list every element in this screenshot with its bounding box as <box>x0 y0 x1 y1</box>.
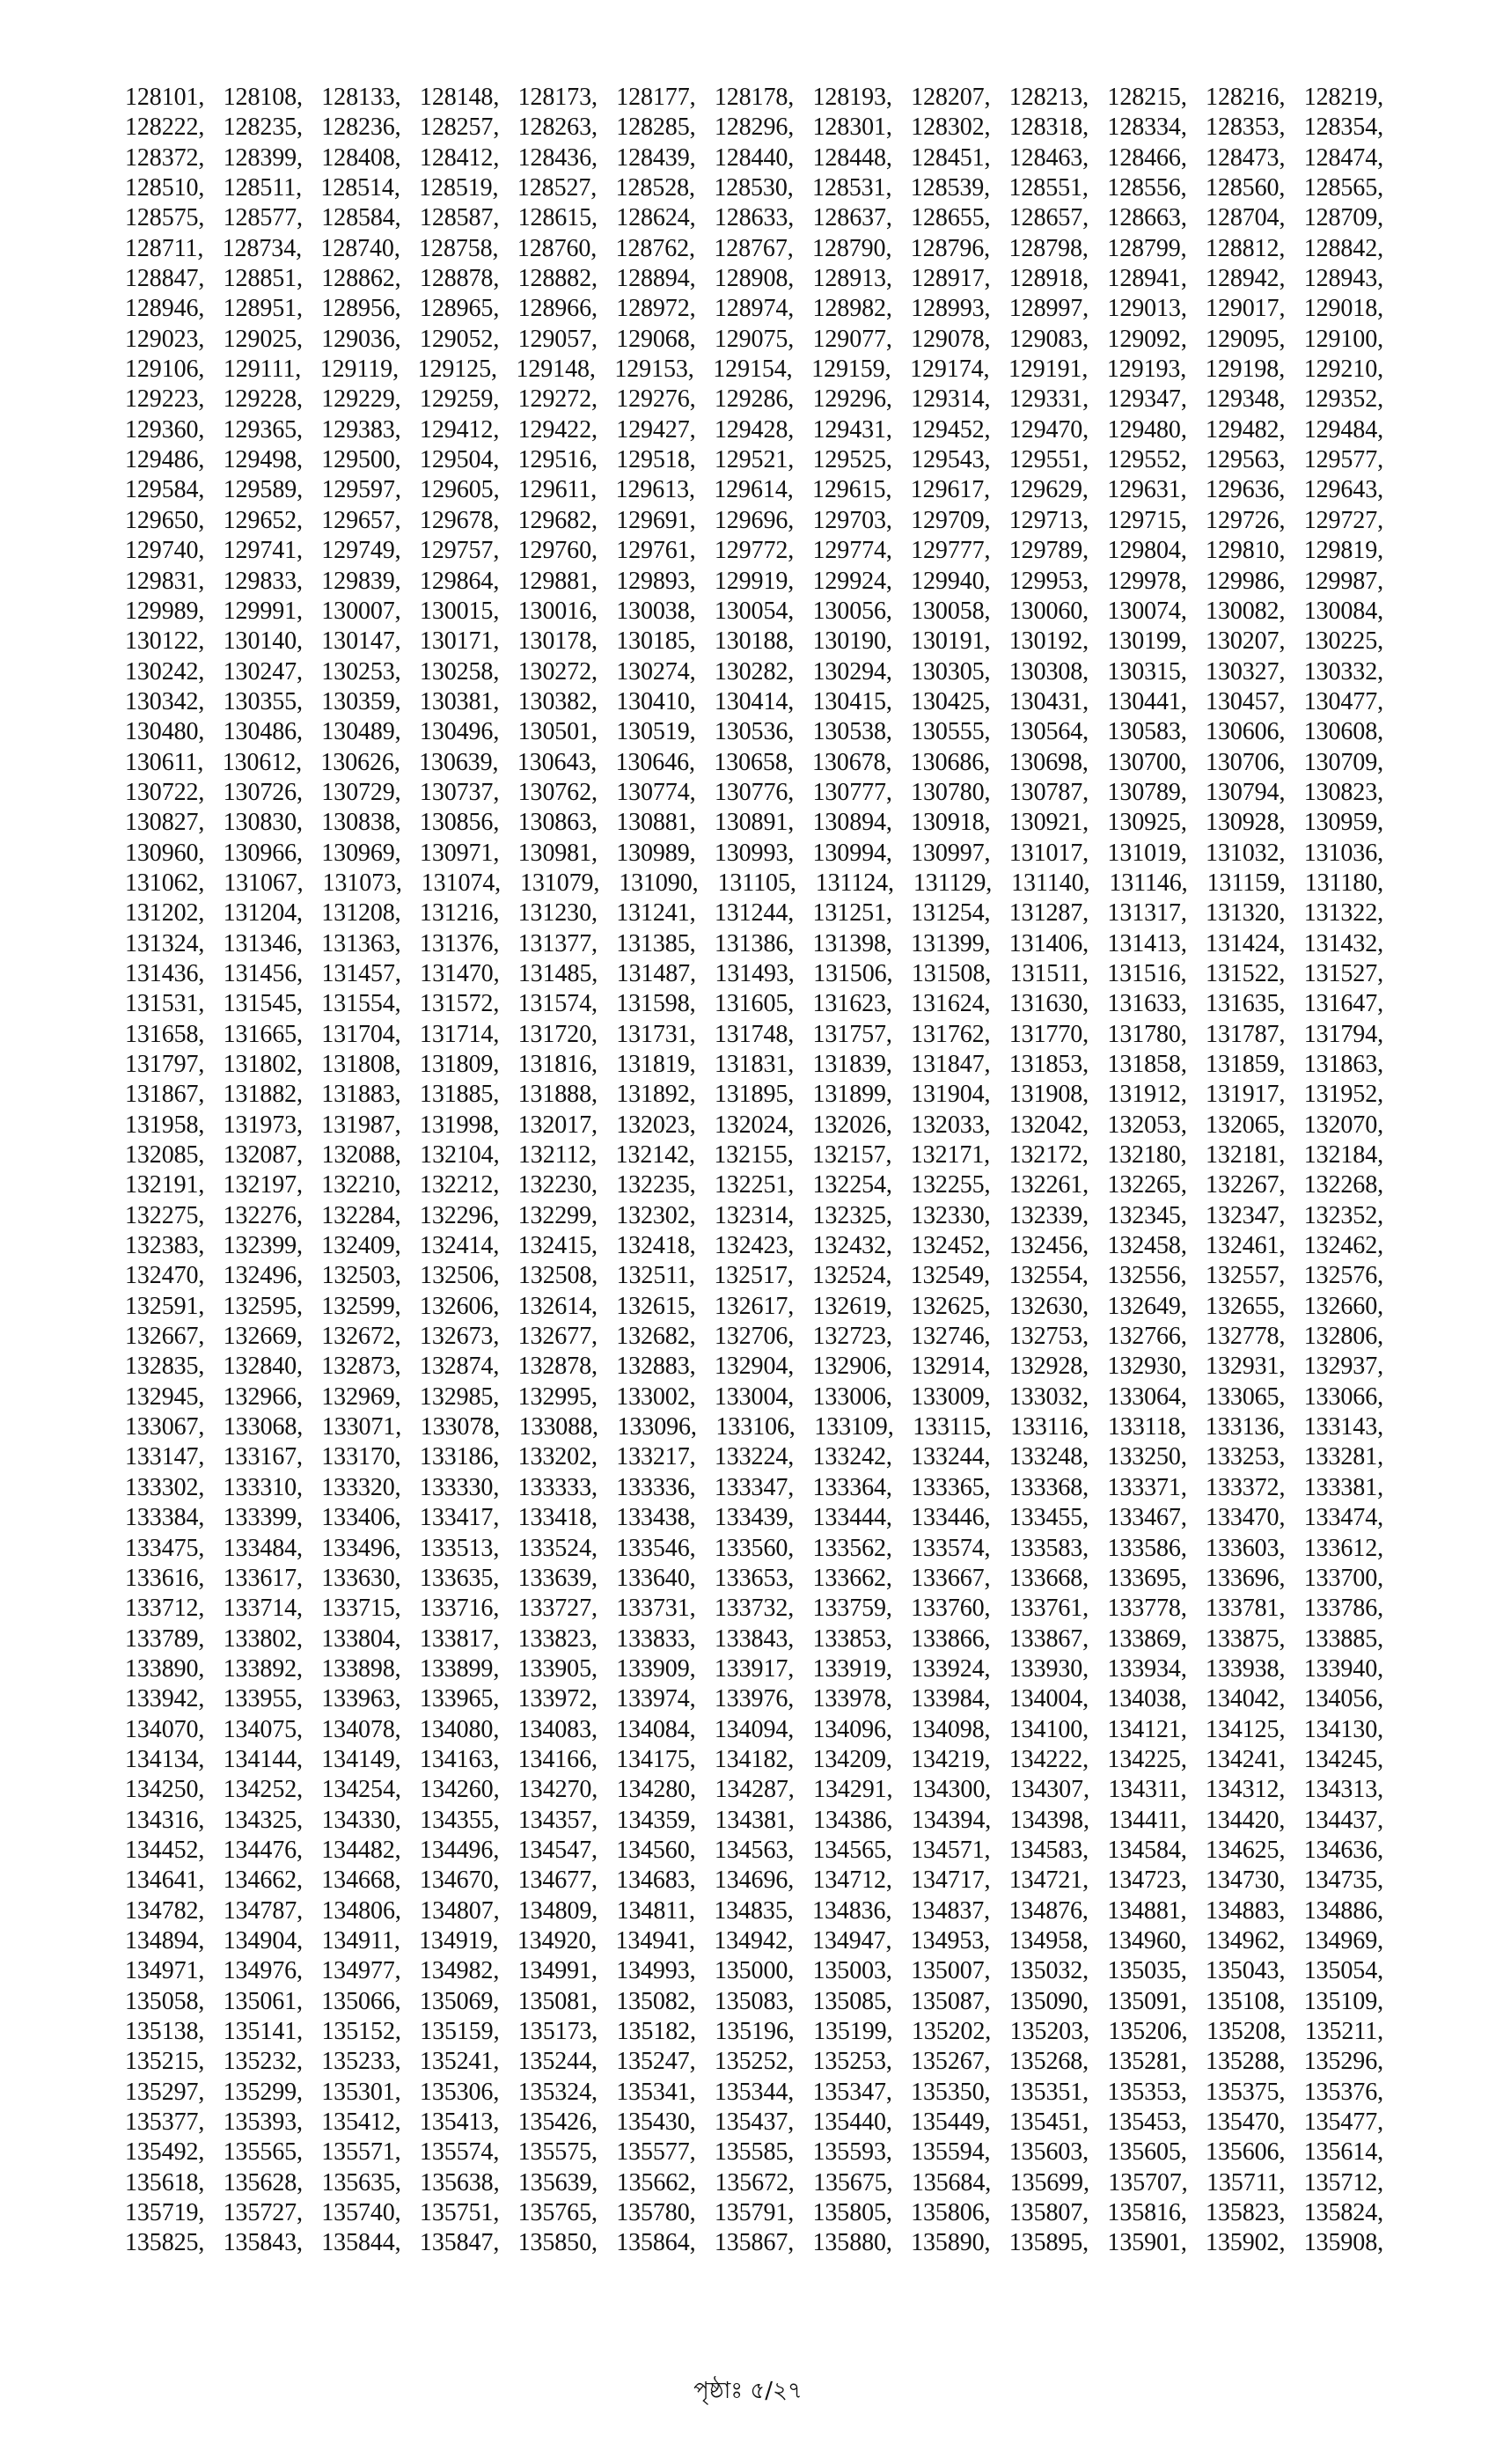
roll-number-list <box>125 83 1383 2259</box>
number-line: 129486, 129498, 129500, 129504, 129516, 129518, 129521, 129525, 129543, 129551, 129552, 129563, 129577, <box>125 446 1383 474</box>
number-line: 132835, 132840, 132873, 132874, 132878, 132883, 132904, 132906, 132914, 132928, 132930, 132931, 132937, <box>125 1353 1383 1381</box>
number-line: 131324, 131346, 131363, 131376, 131377, 131385, 131386, 131398, 131399, 131406, 131413, 131424, 131432, <box>125 929 1383 957</box>
number-line: 128510, 128511, 128514, 128519, 128527, 128528, 128530, 128531, 128539, 128551, 128556, 128560, 128565, <box>125 174 1383 202</box>
number-line: 130722, 130726, 130729, 130737, 130762, 130774, 130776, 130777, 130780, 130787, 130789, 130794, 130823, <box>125 778 1383 806</box>
number-line: 135618, 135628, 135635, 135638, 135639, 135662, 135672, 135675, 135684, 135699, 135707, 135711, 135712, <box>125 2168 1383 2196</box>
number-line: 133789, 133802, 133804, 133817, 133823, 133833, 133843, 133853, 133866, 133867, 133869, 133875, 133885, <box>125 1624 1383 1653</box>
number-line: 135058, 135061, 135066, 135069, 135081, 135082, 135083, 135085, 135087, 135090, 135091, 135108, 135109, <box>125 1987 1383 2015</box>
number-line: 130827, 130830, 130838, 130856, 130863, 130881, 130891, 130894, 130918, 130921, 130925, 130928, 130959, <box>125 809 1383 837</box>
page-number: পৃষ্ঠাঃ ৫/২৭ <box>693 2378 803 2404</box>
number-line: 129584, 129589, 129597, 129605, 129611, 129613, 129614, 129615, 129617, 129629, 129631, 129636, 129643, <box>125 476 1383 504</box>
number-line: 133302, 133310, 133320, 133330, 133333, 133336, 133347, 133364, 133365, 133368, 133371, 133372, 133381, <box>125 1473 1383 1501</box>
number-line: 135825, 135843, 135844, 135847, 135850, 135864, 135867, 135880, 135890, 135895, 135901, 135902, 135908, <box>125 2229 1383 2257</box>
number-line: 131958, 131973, 131987, 131998, 132017, 132023, 132024, 132026, 132033, 132042, 132053, 132065, 132070, <box>125 1111 1383 1139</box>
number-line: 129650, 129652, 129657, 129678, 129682, 129691, 129696, 129703, 129709, 129713, 129715, 129726, 129727, <box>125 506 1383 534</box>
number-line: 129023, 129025, 129036, 129052, 129057, 129068, 129075, 129077, 129078, 129083, 129092, 129095, 129100, <box>125 325 1383 353</box>
number-line: 135492, 135565, 135571, 135574, 135575, 135577, 135585, 135593, 135594, 135603, 135605, 135606, 135614, <box>125 2138 1383 2167</box>
number-line: 134641, 134662, 134668, 134670, 134677, 134683, 134696, 134712, 134717, 134721, 134723, 134730, 134735, <box>125 1866 1383 1895</box>
number-line: 134134, 134144, 134149, 134163, 134166, 134175, 134182, 134209, 134219, 134222, 134225, 134241, 134245, <box>125 1745 1383 1773</box>
number-line: 134782, 134787, 134806, 134807, 134809, 134811, 134835, 134836, 134837, 134876, 134881, 134883, 134886, <box>125 1896 1383 1925</box>
number-line: 133890, 133892, 133898, 133899, 133905, 133909, 133917, 133919, 133924, 133930, 133934, 133938, 133940, <box>125 1654 1383 1683</box>
number-line: 129223, 129228, 129229, 129259, 129272, 129276, 129286, 129296, 129314, 129331, 129347, 129348, 129352, <box>125 385 1383 414</box>
number-line: 133384, 133399, 133406, 133417, 133418, 133438, 133439, 133444, 133446, 133455, 133467, 133470, 133474, <box>125 1504 1383 1532</box>
number-line: 132085, 132087, 132088, 132104, 132112, 132142, 132155, 132157, 132171, 132172, 132180, 132181, 132184, <box>125 1141 1383 1170</box>
number-line: 135377, 135393, 135412, 135413, 135426, 135430, 135437, 135440, 135449, 135451, 135453, 135470, 135477, <box>125 2108 1383 2137</box>
number-line: 134070, 134075, 134078, 134080, 134083, 134084, 134094, 134096, 134098, 134100, 134121, 134125, 134130, <box>125 1715 1383 1743</box>
number-line: 130242, 130247, 130253, 130258, 130272, 130274, 130282, 130294, 130305, 130308, 130315, 130327, 130332, <box>125 657 1383 686</box>
number-line: 132591, 132595, 132599, 132606, 132614, 132615, 132617, 132619, 132625, 132630, 132649, 132655, 132660, <box>125 1292 1383 1320</box>
number-line: 129106, 129111, 129119, 129125, 129148, 129153, 129154, 129159, 129174, 129191, 129193, 129198, 129210, <box>125 356 1383 384</box>
number-line: 135719, 135727, 135740, 135751, 135765, 135780, 135791, 135805, 135806, 135807, 135816, 135823, 135824, <box>125 2199 1383 2227</box>
number-line: 135215, 135232, 135233, 135241, 135244, 135247, 135252, 135253, 135267, 135268, 135281, 135288, 135296, <box>125 2048 1383 2076</box>
number-line: 132470, 132496, 132503, 132506, 132508, 132511, 132517, 132524, 132549, 132554, 132556, 132557, 132576, <box>125 1262 1383 1290</box>
number-line: 131797, 131802, 131808, 131809, 131816, 131819, 131831, 131839, 131847, 131853, 131858, 131859, 131863, <box>125 1051 1383 1078</box>
number-line: 130960, 130966, 130969, 130971, 130981, 130989, 130993, 130994, 130997, 131017, 131019, 131032, 131036, <box>125 839 1383 867</box>
number-line: 128711, 128734, 128740, 128758, 128760, 128762, 128767, 128790, 128796, 128798, 128799, 128812, 128842, <box>125 234 1383 262</box>
number-line: 130342, 130355, 130359, 130381, 130382, 130410, 130414, 130415, 130425, 130431, 130441, 130457, 130477, <box>125 687 1383 715</box>
number-line: 132667, 132669, 132672, 132673, 132677, 132682, 132706, 132723, 132746, 132753, 132766, 132778, 132806, <box>125 1323 1383 1351</box>
number-line: 131436, 131456, 131457, 131470, 131485, 131487, 131493, 131506, 131508, 131511, 131516, 131522, 131527, <box>125 959 1383 987</box>
number-line: 129831, 129833, 129839, 129864, 129881, 129893, 129919, 129924, 129940, 129953, 129978, 129986, 129987, <box>125 567 1383 595</box>
number-line: 132191, 132197, 132210, 132212, 132230, 132235, 132251, 132254, 132255, 132261, 132265, 132267, 132268, <box>125 1171 1383 1199</box>
number-line: 132383, 132399, 132409, 132414, 132415, 132418, 132423, 132432, 132452, 132456, 132458, 132461, 132462, <box>125 1232 1383 1260</box>
number-line: 132275, 132276, 132284, 132296, 132299, 132302, 132314, 132325, 132330, 132339, 132345, 132347, 132352, <box>125 1201 1383 1229</box>
number-line: 129740, 129741, 129749, 129757, 129760, 129761, 129772, 129774, 129777, 129789, 129804, 129810, 129819, <box>125 537 1383 565</box>
number-line: 131867, 131882, 131883, 131885, 131888, 131892, 131895, 131899, 131904, 131908, 131912, 131917, 131952, <box>125 1081 1383 1109</box>
number-line: 128222, 128235, 128236, 128257, 128263, 128285, 128296, 128301, 128302, 128318, 128334, 128353, 128354, <box>125 114 1383 142</box>
number-line: 128101, 128108, 128133, 128148, 128173, 128177, 128178, 128193, 128207, 128213, 128215, 128216, 128219, <box>125 84 1383 111</box>
number-line: 130480, 130486, 130489, 130496, 130501, 130519, 130536, 130538, 130555, 130564, 130583, 130606, 130608, <box>125 718 1383 746</box>
number-line: 131658, 131665, 131704, 131714, 131720, 131731, 131748, 131757, 131762, 131770, 131780, 131787, 131794, <box>125 1020 1383 1048</box>
number-line: 133712, 133714, 133715, 133716, 133727, 133731, 133732, 133759, 133760, 133761, 133778, 133781, 133786, <box>125 1595 1383 1623</box>
number-line: 134452, 134476, 134482, 134496, 134547, 134560, 134563, 134565, 134571, 134583, 134584, 134625, 134636, <box>125 1836 1383 1864</box>
number-line: 133147, 133167, 133170, 133186, 133202, 133217, 133224, 133242, 133244, 133248, 133250, 133253, 133281, <box>125 1443 1383 1471</box>
number-line: 129360, 129365, 129383, 129412, 129422, 129427, 129428, 129431, 129452, 129470, 129480, 129482, 129484, <box>125 415 1383 444</box>
number-line: 135297, 135299, 135301, 135306, 135324, 135341, 135344, 135347, 135350, 135351, 135353, 135375, 135376, <box>125 2078 1383 2106</box>
number-line: 130122, 130140, 130147, 130171, 130178, 130185, 130188, 130190, 130191, 130192, 130199, 130207, 130225, <box>125 627 1383 656</box>
number-line: 131062, 131067, 131073, 131074, 131079, 131090, 131105, 131124, 131129, 131140, 131146, 131159, 131180, <box>125 869 1383 897</box>
number-line: 132945, 132966, 132969, 132985, 132995, 133002, 133004, 133006, 133009, 133032, 133064, 133065, 133066, <box>125 1382 1383 1411</box>
number-line: 128946, 128951, 128956, 128965, 128966, 128972, 128974, 128982, 128993, 128997, 129013, 129017, 129018, <box>125 295 1383 323</box>
number-line: 133616, 133617, 133630, 133635, 133639, 133640, 133653, 133662, 133667, 133668, 133695, 133696, 133700, <box>125 1564 1383 1592</box>
number-line: 128372, 128399, 128408, 128412, 128436, 128439, 128440, 128448, 128451, 128463, 128466, 128473, 128474, <box>125 143 1383 172</box>
number-line: 131202, 131204, 131208, 131216, 131230, 131241, 131244, 131251, 131254, 131287, 131317, 131320, 131322, <box>125 899 1383 928</box>
number-line: 128575, 128577, 128584, 128587, 128615, 128624, 128633, 128637, 128655, 128657, 128663, 128704, 128709, <box>125 204 1383 232</box>
number-line: 134250, 134252, 134254, 134260, 134270, 134280, 134287, 134291, 134300, 134307, 134311, 134312, 134313, <box>125 1776 1383 1804</box>
number-line: 130611, 130612, 130626, 130639, 130643, 130646, 130658, 130678, 130686, 130698, 130700, 130706, 130709, <box>125 748 1383 776</box>
number-line: 131531, 131545, 131554, 131572, 131574, 131598, 131605, 131623, 131624, 131630, 131633, 131635, 131647, <box>125 990 1383 1018</box>
number-line: 128847, 128851, 128862, 128878, 128882, 128894, 128908, 128913, 128917, 128918, 128941, 128942, 128943, <box>125 265 1383 293</box>
number-line: 133942, 133955, 133963, 133965, 133972, 133974, 133976, 133978, 133984, 134004, 134038, 134042, 134056, <box>125 1685 1383 1713</box>
number-line: 133067, 133068, 133071, 133078, 133088, 133096, 133106, 133109, 133115, 133116, 133118, 133136, 133143, <box>125 1413 1383 1441</box>
number-line: 133475, 133484, 133496, 133513, 133524, 133546, 133560, 133562, 133574, 133583, 133586, 133603, 133612, <box>125 1534 1383 1562</box>
number-line: 134894, 134904, 134911, 134919, 134920, 134941, 134942, 134947, 134953, 134958, 134960, 134962, 134969, <box>125 1926 1383 1954</box>
number-line: 134971, 134976, 134977, 134982, 134991, 134993, 135000, 135003, 135007, 135032, 135035, 135043, 135054, <box>125 1957 1383 1985</box>
number-line: 135138, 135141, 135152, 135159, 135173, 135182, 135196, 135199, 135202, 135203, 135206, 135208, 135211, <box>125 2018 1383 2045</box>
number-line: 134316, 134325, 134330, 134355, 134357, 134359, 134381, 134386, 134394, 134398, 134411, 134420, 134437, <box>125 1806 1383 1834</box>
number-line: 129989, 129991, 130007, 130015, 130016, 130038, 130054, 130056, 130058, 130060, 130074, 130082, 130084, <box>125 597 1383 625</box>
